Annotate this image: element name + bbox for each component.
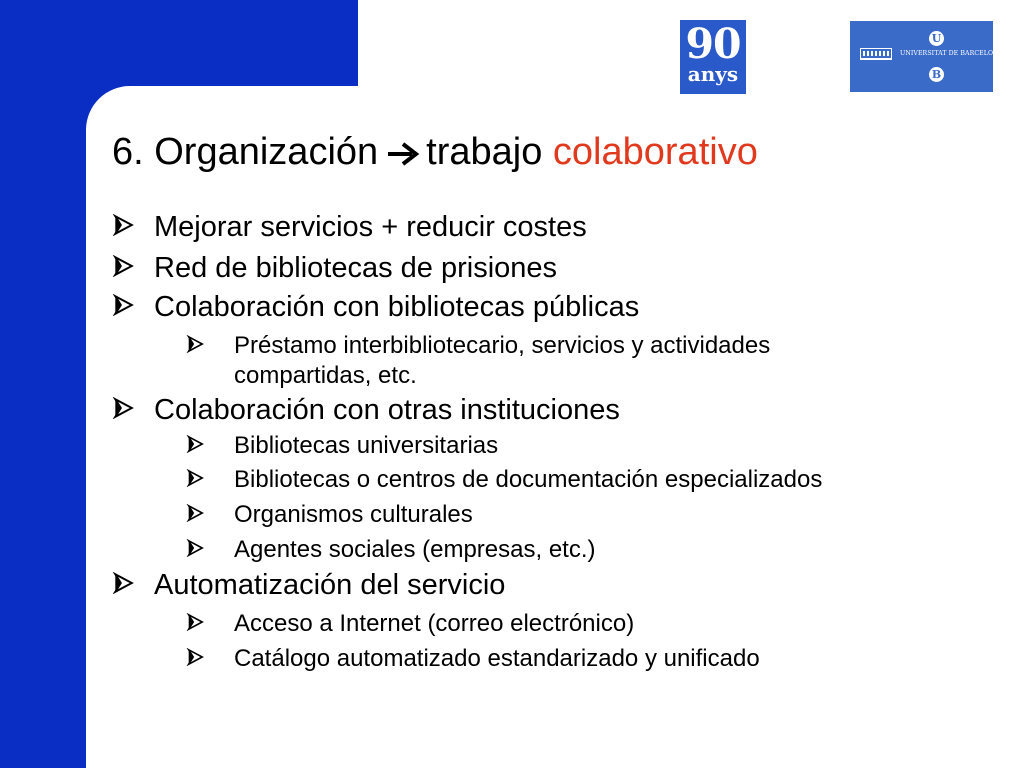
bullet-text: Organismos culturales [234, 501, 473, 528]
bullet-text: Red de bibliotecas de prisiones [154, 252, 558, 284]
university-letter-top: U [929, 31, 944, 46]
right-arrow-icon [386, 128, 420, 176]
bullet-text: Préstamo interbibliotecario, servicios y actividades [234, 332, 771, 359]
university-letter-bottom: B [929, 67, 944, 82]
bullet-text: Catálogo automatizado estandarizado y unificado [234, 645, 760, 672]
university-logo [850, 21, 1004, 92]
bullet-text: Automatización del servicio [154, 569, 506, 601]
bullet-text: Colaboración con bibliotecas públicas [154, 291, 640, 323]
arrowhead-bullet-icon [186, 644, 204, 674]
arrowhead-bullet-icon [186, 500, 204, 530]
anniversary-word: anys [687, 62, 739, 86]
slide-title [112, 128, 758, 176]
university-building-icon [860, 48, 892, 60]
anniversary-logo [680, 20, 746, 94]
arrowhead-bullet-icon [186, 431, 204, 461]
bullet-text-continued: compartidas, etc. [234, 362, 417, 389]
bullet-text: Bibliotecas o centros de documentación especializados [234, 466, 823, 493]
arrowhead-bullet-icon [112, 567, 134, 603]
arrowhead-bullet-icon [112, 392, 134, 428]
bullet-text: Colaboración con otras instituciones [154, 394, 620, 426]
title-accent: colaborativo [552, 131, 758, 173]
anniversary-number: 90 [685, 20, 741, 68]
title-part1: 6. Organización [112, 131, 379, 173]
university-name: UNIVERSITAT DE BARCELONA [900, 50, 1004, 57]
bullet-text: Agentes sociales (empresas, etc.) [234, 536, 596, 563]
bullet-text: Bibliotecas universitarias [234, 432, 499, 459]
title-part2: trabajo [426, 131, 543, 173]
arrowhead-bullet-icon [186, 331, 204, 361]
bullet-text: Mejorar servicios + reducir costes [154, 211, 587, 243]
arrowhead-bullet-icon [112, 289, 134, 325]
arrowhead-bullet-icon [186, 535, 204, 565]
arrowhead-bullet-icon [186, 609, 204, 639]
arrowhead-bullet-icon [112, 250, 134, 286]
arrowhead-bullet-icon [112, 209, 134, 245]
bullet-text: Acceso a Internet (correo electrónico) [234, 610, 635, 637]
arrowhead-bullet-icon [186, 465, 204, 495]
